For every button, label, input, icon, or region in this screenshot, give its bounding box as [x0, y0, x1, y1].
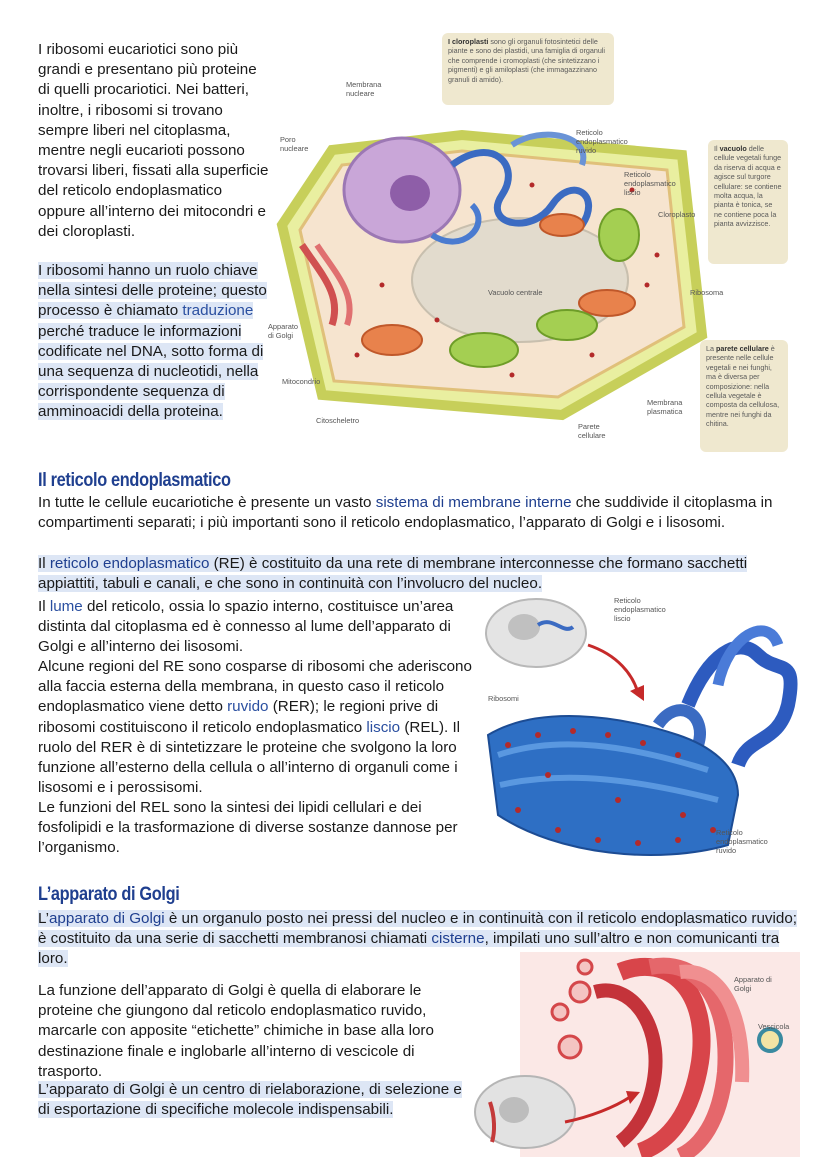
plant-cell-illustration [262, 95, 732, 425]
re-p2-text: Il reticolo endoplasmatico (RE) è costituito da una rete di membrane interconnesse che formano sacchetti appiattiti, tabuli e canali, e che sono in continuità con l’involucro del nucleo. [38, 555, 748, 593]
keyword-ruvido: ruvido [227, 698, 269, 716]
label-ribosoma: Ribosoma [690, 288, 724, 297]
golgi-paragraph-2: La funzione dell’apparato di Golgi è quella di elaborare le proteine che giungono dal reticolo endoplasmatico ruvido, marcarle con apposite “etichette” chimiche in base alla loro destinazione finale e inglobarle all’interno di vescicole di trasporto. [38, 982, 434, 1080]
keyword-reticolo-endoplasmatico: reticolo endoplasmatico [49, 555, 210, 572]
label-rer: Reticolo endoplasmatico ruvido [576, 128, 628, 155]
section-title-reticolo: Il reticolo endoplasmatico [38, 470, 231, 491]
note-vacuolo: Il vacuolo delle cellule vegetali funge da riserva di acqua e agisce sul turgore cellulare: se contiene molta acqua, la pianta è tonica, se ne contiene poca la pianta avvizzisce. [708, 140, 788, 264]
golgi-p1-text: L’apparato di Golgi è un organulo posto nei pressi del nucleo e in continuità con il reticolo endoplasmatico ruvido; è costituito da una serie di sacchetti membranosi chiamati cisterne, impilati uno sull’altro e non comunicanti tra loro. [38, 910, 798, 968]
label-golgi-apparato: Apparato di Golgi [734, 975, 772, 993]
section-title-golgi: L’apparato di Golgi [38, 884, 180, 905]
intro-paragraph-2 [38, 261, 270, 423]
re-paragraph-4: Alcune regioni del RE sono cosparse di ribosomi che aderiscono alla faccia esterna della membrana, in questo caso il reticolo endoplasmatico viene detto ruvido (RER); le regioni prive di ribosomi costituiscono il reticolo endoplasmatico liscio (REL). Il ruolo del RER è di sintetizzare le proteine che svolgono la loro funzione all’esterno della cellula o all’interno di organuli come i lisosomi e i perossisomi. [38, 658, 472, 797]
golgi-paragraph-3 [38, 1080, 470, 1120]
re-paragraph-5: Le funzioni del REL sono la sintesi dei lipidi cellulari e dei fosfolipidi e la trasformazione di diverse sostanze dannose per l’organismo. [38, 799, 458, 857]
note-parete: La parete cellulare è presente nelle cellule vegetali e nei funghi, ma è diversa per composizione: nella cellula vegetale è composta da cellulosa, mentre nei funghi da chitina. [700, 340, 788, 452]
label-vacuolo: Vacuolo centrale [488, 288, 543, 297]
er-illustration [478, 595, 808, 860]
keyword-apparato-golgi: apparato di Golgi [48, 910, 165, 927]
label-golgi-vescicola: Vescicola [758, 1022, 790, 1031]
keyword-liscio: liscio [366, 718, 401, 736]
label-golgi: Apparato di Golgi [268, 322, 298, 340]
re-paragraph-3: Il lume del reticolo, ossia lo spazio interno, costituisce un’area distinta dal citoplasma ed è connesso al lume dell’apparato di Golgi e all’interno dei lisosomi. [38, 598, 454, 656]
label-mitocondrio: Mitocondrio [282, 377, 321, 386]
label-er-rer: Reticolo endoplasmatico ruvido [716, 828, 768, 855]
label-rel: Reticolo endoplasmatico liscio [624, 170, 676, 197]
label-parete-cellulare: Parete cellulare [578, 422, 606, 440]
keyword-cisterne: cisterne [431, 930, 485, 948]
re-paragraph-2 [38, 554, 798, 594]
keyword-lume: lume [49, 598, 83, 615]
intro-p2-text: I ribosomi hanno un ruolo chiave nella sintesi delle proteine; questo processo è chiamato traduzione perché traduce le informazioni codificate nel DNA, sotto forma di una sequenza di nucleotidi, nella corrispondente sequenza di amminoacidi della proteina. [38, 262, 267, 421]
label-poro-nucleare: Poro nucleare [280, 135, 309, 153]
keyword-traduzione: traduzione [182, 302, 254, 320]
label-membrana-nucleare: Membrana nucleare [346, 80, 382, 98]
label-er-rel: Reticolo endoplasmatico liscio [614, 596, 666, 623]
intro-paragraph-1: I ribosomi eucariotici sono più grandi e presentano più proteine di quelli procariotici. Nei batteri, inoltre, i ribosomi si trovano sempre liberi nel citoplasma, mentre negli eucarioti possono trovarsi liberi, fissati alla superficie del reticolo endoplasmatico oppure all’interno dei mitocondri e dei cloroplasti. [38, 41, 269, 240]
golgi-p3-text: L’apparato di Golgi è un centro di rielaborazione, di selezione e di esportazione di specifiche molecole indispensabili. [38, 1081, 462, 1119]
keyword-sistema-membrane: sistema di membrane interne [375, 494, 572, 511]
label-er-ribosomi: Ribosomi [488, 694, 519, 703]
note-cloroplasti: I cloroplasti sono gli organuli fotosintetici delle piante e sono dei plastidi, una famiglia di organuli che comprende i cromoplasti (che sintetizzano i pigmenti) e gli amiloplasti (che immagazzinano granuli di amido). [442, 33, 614, 105]
re-paragraph-1: In tutte le cellule eucariotiche è presente un vasto sistema di membrane interne che suddivide il citoplasma in compartimenti separati; i più importanti sono il reticolo endoplasmatico, l’apparato di Golgi e i lisosomi. [38, 494, 773, 532]
label-cloroplasto: Cloroplasto [658, 210, 696, 219]
label-membrana-plasmatica: Membrana plasmatica [647, 398, 683, 416]
label-citoscheletro: Citoscheletro [316, 416, 360, 425]
